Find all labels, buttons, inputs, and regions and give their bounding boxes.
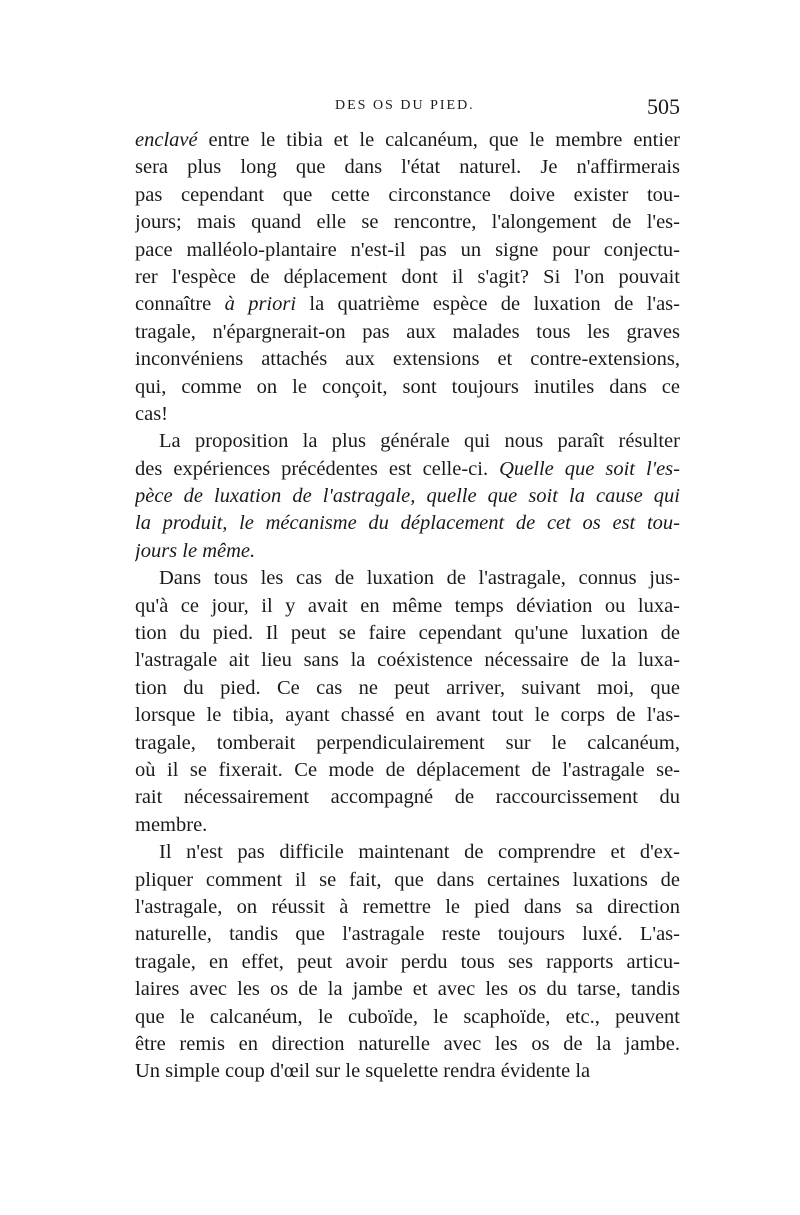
italic-text-run: pèce de luxation de l'astragale, quelle que soit la cause qui [135,485,680,508]
text-run: l'astragale ait lieu sans la coéxistence nécessaire de la luxa- [135,649,680,672]
text-run: inconvéniens attachés aux extensions et contre-extensions, [135,348,680,371]
text-line [135,784,680,811]
page-number: 505 [647,94,680,119]
text-line [135,647,680,674]
text-run: où il se fixerait. Ce mode de déplacement de l'astragale se- [135,758,680,781]
text-line [135,237,680,264]
text-run: tragale, tomberait perpendiculairement sur le calcanéum, [135,731,680,754]
text-line [135,127,680,154]
text-line [135,976,680,1003]
text-line [135,675,680,702]
text-run: que le calcanéum, le cuboïde, le scaphoïde, etc., peuvent [135,1005,680,1028]
text-line [135,730,680,757]
body-text [135,127,680,1086]
text-run: être remis en direction naturelle avec les os de la jambe. [135,1032,680,1055]
text-line [135,1058,680,1085]
text-run: connaître [135,293,225,316]
text-run: jours; mais quand elle se rencontre, l'alongement de l'es- [135,211,680,234]
text-run: cas! [135,402,169,425]
text-line [135,702,680,729]
text-line [135,401,680,428]
text-line [135,949,680,976]
text-run: qu'à ce jour, il y avait en même temps déviation ou luxa- [135,594,680,617]
text-run: rait nécessairement accompagné de raccourcissement du [135,786,680,809]
text-run: pliquer comment il se fait, que dans certaines luxations de [135,868,680,891]
text-run: lorsque le tibia, ayant chassé en avant tout le corps de l'as- [135,704,680,727]
text-line [135,483,680,510]
italic-text-run: enclavé [135,129,198,151]
text-line [135,374,680,401]
text-line [135,921,680,948]
text-run: pas cependant que cette circonstance doive exister tou- [135,183,680,206]
text-run: membre. [135,813,208,836]
text-run: qui, comme on le conçoit, sont toujours inutiles dans ce [135,375,680,398]
text-run: pace malléolo-plantaire n'est-il pas un signe pour conjectu- [135,238,680,261]
text-line [135,428,680,455]
text-line [135,456,680,483]
text-line [135,1004,680,1031]
text-run: Dans tous les cas de luxation de l'astragale, connus jus- [159,567,680,590]
text-run: entre le tibia et le calcanéum, que le membre entier [197,129,680,151]
text-line [135,1031,680,1058]
text-run: tion du pied. Ce cas ne peut arriver, suivant moi, que [135,676,680,699]
running-title: DES OS DU PIED. [335,98,475,113]
text-line [135,757,680,784]
text-run: Il n'est pas difficile maintenant de comprendre et d'ex- [159,841,680,864]
text-line [135,538,680,565]
text-line [135,620,680,647]
text-line [135,839,680,866]
text-run: tragale, n'épargnerait-on pas aux malades tous les graves [135,320,680,343]
text-run: rer l'espèce de déplacement dont il s'agit? Si l'on pouvait [135,265,680,288]
text-run: tragale, en effet, peut avoir perdu tous ses rapports articu- [135,950,680,973]
text-run: l'astragale, on réussit à remettre le pied dans sa direction [135,895,680,918]
text-run: laires avec les os de la jambe et avec les os du tarse, tandis [135,978,680,1001]
text-run: tion du pied. Il peut se faire cependant qu'une luxation de [135,622,680,645]
italic-text-run: Quelle que soit l'es- [499,457,680,480]
page-header [135,94,680,124]
text-line [135,510,680,537]
text-line [135,209,680,236]
text-run: sera plus long que dans l'état naturel. Je n'affirmerais [135,156,680,179]
text-line [135,291,680,318]
text-line [135,812,680,839]
italic-text-run: la produit, le mécanisme du déplacement de cet os est tou- [135,512,680,535]
text-line [135,593,680,620]
text-line [135,264,680,291]
text-line [135,346,680,373]
italic-text-run: jours le même. [135,539,256,562]
text-run: la quatrième espèce de luxation de l'as- [296,293,680,316]
text-line [135,182,680,209]
text-line [135,565,680,592]
text-run: La proposition la plus générale qui nous paraît résulter [159,430,680,453]
text-line [135,867,680,894]
text-run: naturelle, tandis que l'astragale reste toujours luxé. L'as- [135,923,680,946]
text-run: des expériences précédentes est celle-ci. [135,457,500,480]
text-run: Un simple coup d'œil sur le squelette rendra évidente la [135,1060,591,1083]
italic-text-run: à priori [224,293,297,316]
text-line [135,154,680,181]
text-line [135,894,680,921]
text-line [135,319,680,346]
